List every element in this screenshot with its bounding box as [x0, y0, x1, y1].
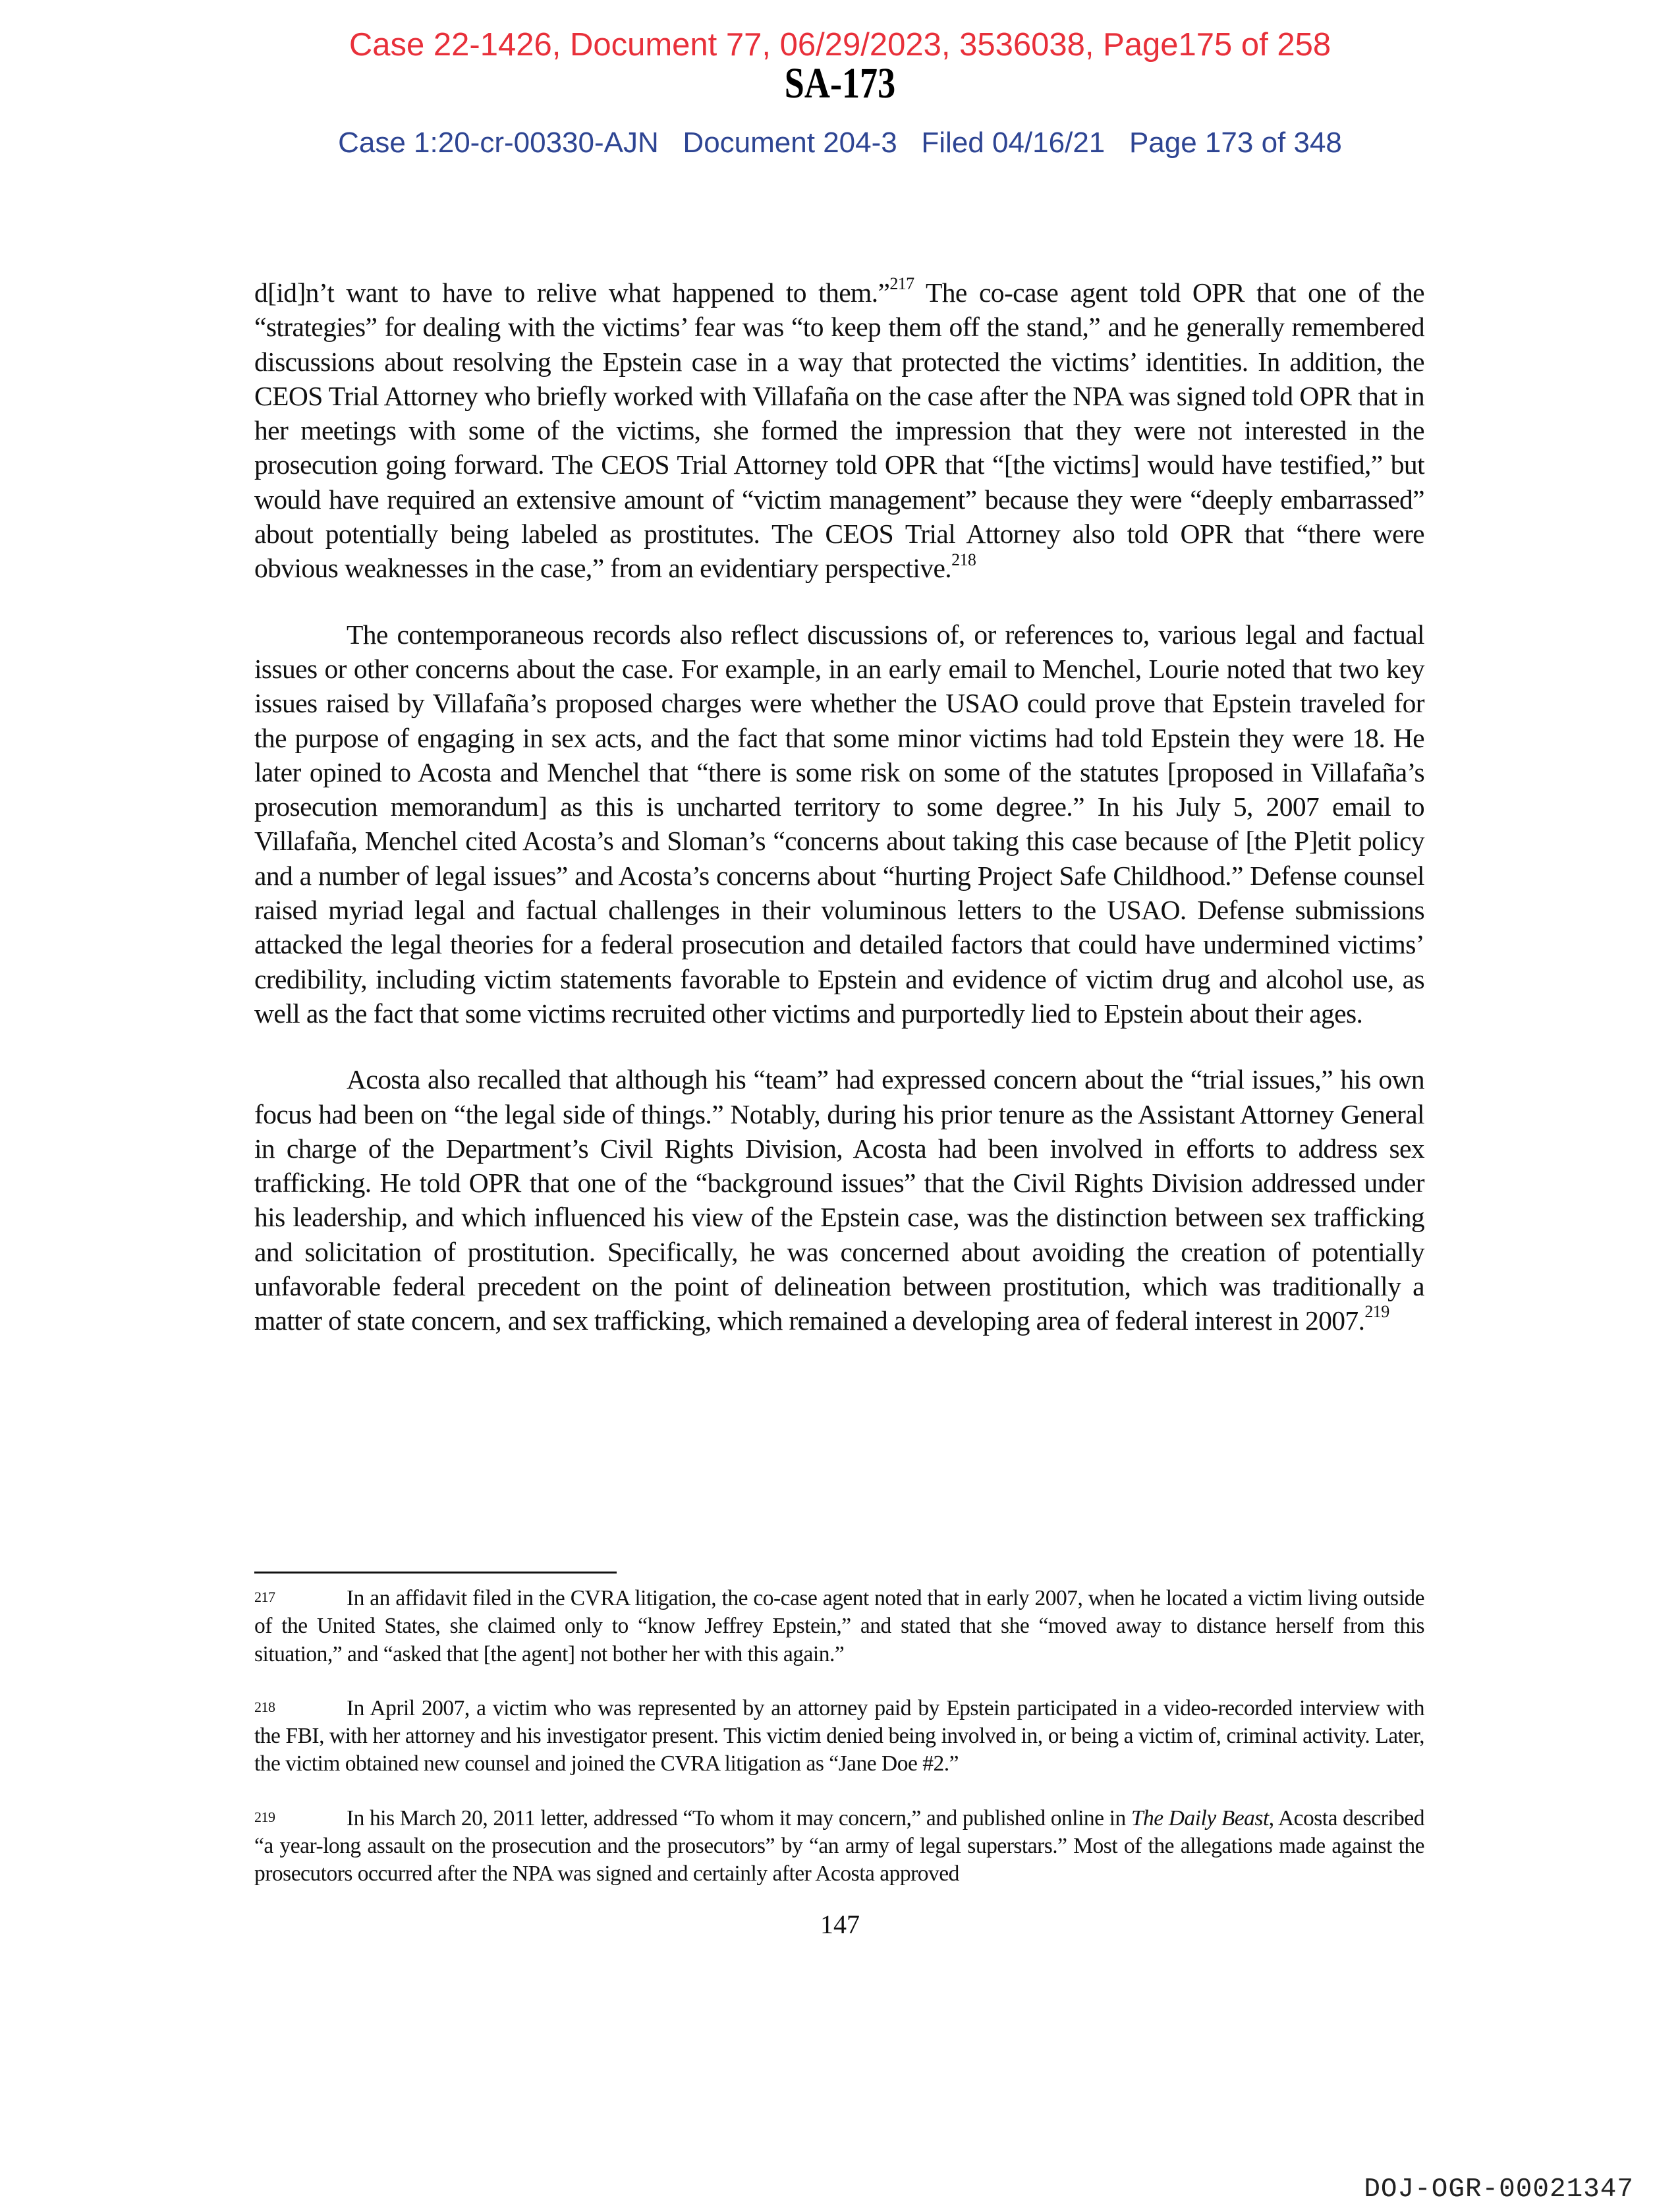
page-number: 147	[820, 1910, 860, 1939]
bates-number: DOJ-OGR-00021347	[1364, 2174, 1634, 2205]
footnote-text: In April 2007, a victim who was represented by an attorney paid by Epstein participated in a video-recorded interview with the FBI, with her attorney and his investigator present. This victim denied being involved in, or being a victim of, criminal activity. Later, the victim obtained new counsel and joined the CVRA litigation as “Jane Doe #2.”	[254, 1695, 1424, 1776]
footnote-number: 218	[254, 1698, 275, 1715]
footnote-219	[254, 1805, 1424, 1888]
footnote-number: 219	[254, 1808, 275, 1825]
footnotes-section	[254, 1585, 1424, 1915]
footnote-number: 217	[254, 1589, 275, 1605]
paragraph-text: The co-case agent told OPR that one of the “strategies” for dealing with the victims’ fear was “to keep them off the stand,” and he generally remembered discussions about resolving the Epstein case in a way that protected the victims’ identities. In addition, the CEOS Trial Attorney who briefly worked with Villafaña on the case after the NPA was signed told OPR that in her meetings with some of the victims, she formed the impression that they were not interested in the prosecution going forward. The CEOS Trial Attorney told OPR that “[the victims] would have testified,” but would have required an extensive amount of “victim management” because they were “deeply embarrassed” about potentially being labeled as prostitutes. The CEOS Trial Attorney also told OPR that “there were obvious weaknesses in the case,” from an evidentiary perspective.	[254, 277, 1425, 584]
footnote-218	[254, 1695, 1424, 1778]
appendix-page-label: SA-173	[784, 59, 896, 107]
footnote-ref-218[interactable]: 218	[951, 550, 976, 569]
footnote-217	[254, 1585, 1424, 1668]
body-paragraph	[254, 1062, 1424, 1338]
footnote-text: In his March 20, 2011 letter, addressed “To whom it may concern,” and published online in	[347, 1805, 1131, 1830]
footnote-ref-217[interactable]: 217	[889, 274, 914, 294]
paragraph-text: Acosta also recalled that although his “team” had expressed concern about the “trial issues,” his own focus had been on “the legal side of things.” Notably, during his prior tenure as the Assistant Attorney General in charge of the Department’s Civil Rights Division, Acosta had been involved in efforts to address sex trafficking. He told OPR that one of the “background issues” that the Civil Rights Division addressed under his leadership, and which influenced his view of the Epstein case, was the distinction between sex trafficking and solicitation of prostitution. Specifically, he was concerned about avoiding the creation of potentially unfavorable federal precedent on the point of delineation between prostitution, which was traditionally a matter of state concern, and sex trafficking, which remained a developing area of federal interest in 2007.	[254, 1064, 1424, 1336]
body-paragraph	[254, 617, 1424, 1031]
footnote-ref-219[interactable]: 219	[1364, 1302, 1389, 1322]
document-body	[254, 275, 1424, 1370]
footnote-text: In an affidavit filed in the CVRA litigation, the co-case agent noted that in early 2007, when he located a victim living outside of the United States, she claimed only to “know Jeffrey Epstein,” and stated that she “moved away to distance herself from this situation,” and “asked that [the agent] not bother her with this again.”	[254, 1586, 1424, 1666]
appellate-case-stamp: Case 22-1426, Document 77, 06/29/2023, 3536038, Page175 of 258	[349, 27, 1331, 63]
paragraph-text: d[id]n’t want to have to relive what happened to them.”	[254, 277, 890, 308]
district-case-stamp: Case 1:20-cr-00330-AJN Document 204-3 Filed 04/16/21 Page 173 of 348	[338, 127, 1342, 159]
footnote-text: , Acosta described “a year-long assault on the prosecution and the prosecutors” by “an army of legal superstars.” Most of the allegations made against the prosecutors occurred after the NPA was signed and certainly after Acosta approved	[254, 1805, 1424, 1886]
body-paragraph	[254, 275, 1424, 586]
footnote-separator	[254, 1572, 617, 1574]
paragraph-text: The contemporaneous records also reflect discussions of, or references to, various legal and factual issues or other concerns about the case. For example, in an early email to Menchel, Lourie noted that two key issues raised by Villafaña’s proposed charges were whether the USAO could prove that Epstein traveled for the purpose of engaging in sex acts, and the fact that some minor victims had told Epstein they were 18. He later opined to Acosta and Menchel that “there is some risk on some of the statutes [proposed in Villafaña’s prosecution memorandum] as this is uncharted territory to some degree.” In his July 5, 2007 email to Villafaña, Menchel cited Acosta’s and Sloman’s “concerns about taking this case because of [the P]etit policy and a number of legal issues” and Acosta’s concerns about “hurting Project Safe Childhood.” Defense counsel raised myriad legal and factual challenges in their voluminous letters to the USAO. Defense submissions attacked the legal theories for a federal prosecution and detailed factors that could have undermined victims’ credibility, including victim statements favorable to Epstein and evidence of victim drug and alcohol use, as well as the fact that some victims recruited other victims and purportedly lied to Epstein about their ages.	[254, 619, 1424, 1029]
publication-title: The Daily Beast	[1131, 1805, 1269, 1830]
